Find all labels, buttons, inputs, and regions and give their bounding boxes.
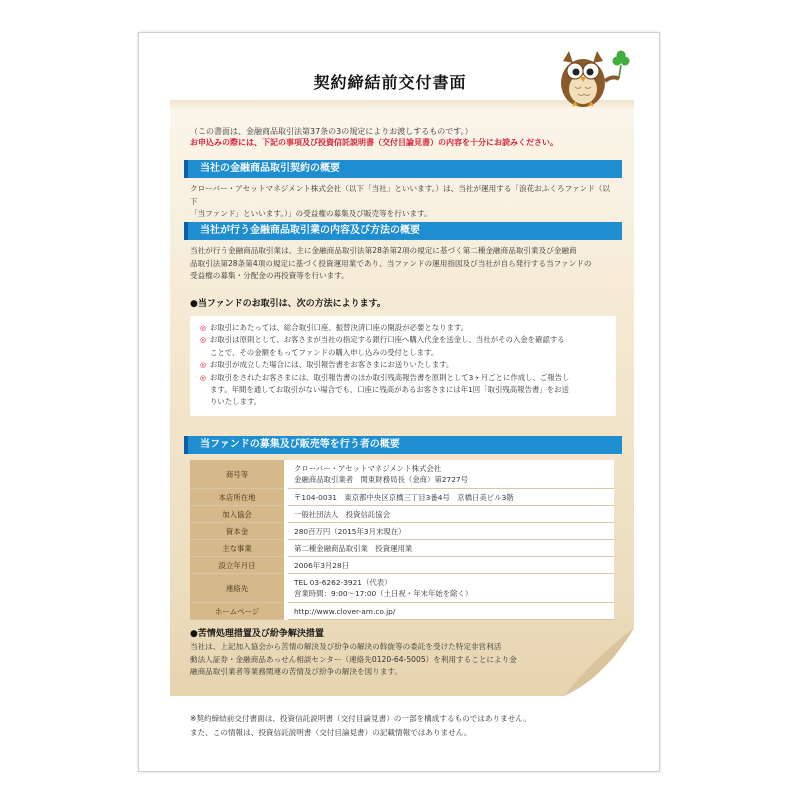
- intro-warning: お申込みの際には、下記の事項及び投資信託説明書（交付目論見書）の内容を十分にお読みください。: [190, 138, 558, 147]
- list-item-continuation: りいたします。: [210, 397, 262, 407]
- complaint-text: [190, 641, 560, 679]
- text-line: 「当ファンド」といいます。）」の受益権の募集及び販売等を行います。: [190, 209, 432, 218]
- table-row: [190, 603, 614, 620]
- text-line: クローバー・アセットマネジメント株式会社（以下「当社」といいます。）は、当社が運用する「浪花おふくろファンド（以下: [190, 184, 610, 206]
- intro-note: （この書面は、金融商品取引法第37条の3の規定によりお渡しするものです。）: [190, 127, 473, 136]
- table-row: [190, 523, 614, 540]
- table-key: 商号等: [190, 460, 286, 489]
- list-item: ◎ お取引は原則として、お客さまが当社の指定する銀行口座へ購入代金を送金し、当社がその入金を確認する: [200, 334, 606, 346]
- value-line: TEL 03-6262-3921（代表）: [294, 578, 392, 587]
- footer-note: [190, 712, 531, 740]
- footer-line: ※契約締結前交付書面は、投資信託説明書（交付目論見書）の一部を構成するものではありません。: [190, 714, 531, 723]
- section-text-business-overview: [190, 245, 616, 283]
- table-value: 〒104-0031 東京都中央区京橋三丁目3番4号 京橋日美ビル3階: [286, 489, 614, 506]
- text-line: 融商品取引業者等業務関連の苦情及び紛争の解決を図ります。: [190, 667, 403, 676]
- table-row: [190, 489, 614, 506]
- table-key: ホームページ: [190, 603, 286, 620]
- list-item-continuation: ことで、その金額をもってファンドの購入申し込みの受付とします。: [210, 347, 439, 357]
- table-value: [286, 574, 614, 603]
- table-key: 設立年月日: [190, 557, 286, 574]
- text-line: 当社は、上記加入協会から苦情の解決及び紛争の解決の斡旋等の委託を受けた特定非営利活: [190, 642, 502, 651]
- table-key: 連絡先: [190, 574, 286, 603]
- transaction-method-box: [190, 316, 616, 416]
- section-text-contract-overview: [190, 183, 616, 221]
- table-key: 本店所在地: [190, 489, 286, 506]
- complaint-heading: ●苦情処理措置及び紛争解決措置: [190, 629, 324, 639]
- list-item: ◎ お取引が成立した場合には、取引報告書をお客さまにお送りいたします。: [200, 359, 606, 371]
- page-title: 契約締結前交付書面: [313, 73, 467, 92]
- value-line: クローバー・アセットマネジメント株式会社: [294, 464, 442, 473]
- table-row: [190, 540, 614, 557]
- seller-info-table: [190, 460, 614, 620]
- list-item-continuation: ます。年間を通してお取引がない場合でも、口座に残高があるお客さまには年1回「取引残高報告書」をお送: [210, 385, 569, 395]
- table-value: [286, 460, 614, 489]
- table-value: 280百万円（2015年3月末現在）: [286, 523, 614, 540]
- homepage-link[interactable]: http://www.clover-am.co.jp/: [286, 603, 614, 620]
- footer-line: また、この情報は、投資信託説明書（交付目論見書）の記載情報ではありません。: [190, 728, 472, 737]
- table-key: 主な事業: [190, 540, 286, 557]
- list-item: ◎ お取引にあたっては、総合取引口座、振替決済口座の開設が必要となります。: [200, 322, 606, 334]
- text-line: 動法人証券・金融商品あっせん相談センター（連絡先0120-64-5005）を利用することにより金: [190, 654, 517, 664]
- table-value: 2006年3月28日: [286, 557, 614, 574]
- table-row: [190, 574, 614, 603]
- table-row: [190, 460, 614, 489]
- transaction-method-heading: ●当ファンドのお取引は、次の方法によります。: [190, 299, 386, 309]
- table-key: 加入協会: [190, 506, 286, 523]
- text-line: 受益権の募集・分配金の再投資等を行います。: [190, 271, 349, 280]
- section-heading-contract-overview: 当社の金融商品取引契約の概要: [184, 160, 622, 178]
- table-row: [190, 557, 614, 574]
- page-curl-decoration: [564, 628, 634, 696]
- list-item: ◎ お取引をされたお客さまには、取引報告書のほか取引残高報告書を原則として3ヶ月ごとに作成し、ご報告し: [200, 372, 606, 384]
- value-line: 営業時間：9:00〜17:00（土日祝・年末年始を除く）: [294, 589, 473, 598]
- table-value: 一般社団法人 投資信託協会: [286, 506, 614, 523]
- section-heading-business-overview: 当社が行う金融商品取引業の内容及び方法の概要: [184, 222, 622, 240]
- table-key: 資本金: [190, 523, 286, 540]
- table-row: [190, 506, 614, 523]
- owl-with-clover-icon: [545, 43, 635, 109]
- value-line: 金融商品取引業者 関東財務局長（金商）第2727号: [294, 475, 469, 484]
- text-line: 品取引法第28条第4項の規定に基づく投資運用業であり、当ファンドの運用指図及び当社が自ら発行する当ファンドの: [190, 258, 592, 268]
- table-value: 第二種金融商品取引業 投資運用業: [286, 540, 614, 557]
- section-heading-seller-overview: 当ファンドの募集及び販売等を行う者の概要: [184, 436, 622, 454]
- text-line: 当社が行う金融商品取引業は、主に金融商品取引法第28条第2項の規定に基づく第二種金融商品取引業及び金融商: [190, 246, 577, 255]
